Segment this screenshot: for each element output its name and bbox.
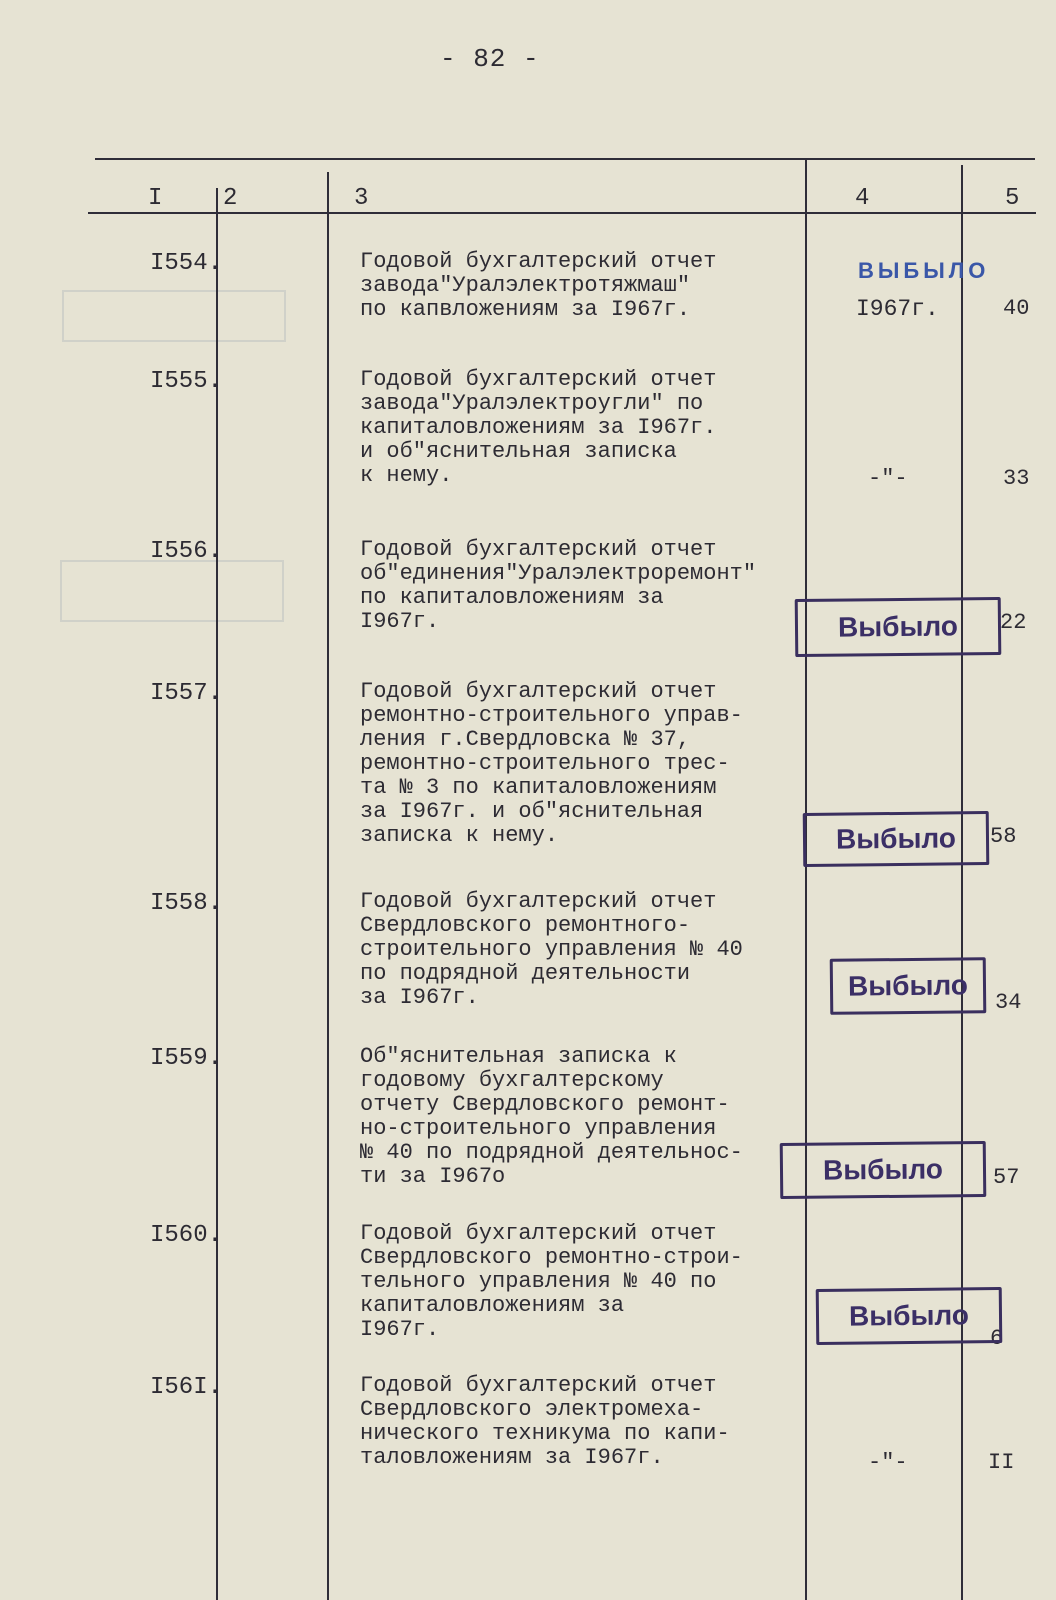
stamp-vybylo: Выбыло — [780, 1141, 987, 1199]
column-header-1: I — [148, 185, 163, 212]
record-description: Годовой бухгалтерский отчет Свердловского ремонтного- строительного управления № 40 по подрядной деятельности за I967г. — [360, 889, 743, 1010]
ditto-mark: -"- — [868, 1450, 908, 1475]
sheet-count: 58 — [990, 824, 1017, 849]
ditto-mark: -"- — [868, 466, 908, 491]
sheet-count: 34 — [995, 990, 1022, 1015]
record-date: I967г. — [856, 296, 939, 322]
column-header-5: 5 — [1005, 185, 1020, 212]
record-number: I558. — [150, 890, 223, 917]
record-description: Годовой бухгалтерский отчет Свердловского электромеха- нического техникума по капи- таловложениям за I967г. — [360, 1373, 730, 1470]
record-number: I557. — [150, 680, 223, 707]
record-description: Годовой бухгалтерский отчет завода"Уралэлектроугли" по капиталовложениям за I967г. и об"яснительная записка к нему. — [360, 367, 717, 488]
column-header-2: 2 — [223, 185, 238, 212]
column-header-3: 3 — [354, 185, 369, 212]
column-divider — [327, 172, 329, 1600]
page-number: - 82 - — [440, 44, 540, 74]
record-description: Об"яснительная записка к годовому бухгалтерскому отчету Свердловского ремонт- но-строительного управления № 40 по подрядной деятельнос- ти за I967о — [360, 1044, 743, 1189]
column-header-4: 4 — [855, 185, 870, 212]
record-description: Годовой бухгалтерский отчет ремонтно-строительного управ- ления г.Свердловска № 37, ремонтно-строительного трес- та № 3 по капиталовложениям за I967г. и об"яснительная записка к нему. — [360, 679, 743, 848]
stamp-vybylo: ВЫБЫЛО — [858, 258, 990, 283]
stamp-vybylo: Выбыло — [816, 1287, 1003, 1345]
sheet-count: 6 — [990, 1326, 1004, 1351]
stamp-vybylo: Выбыло — [795, 597, 1002, 657]
sheet-count: 57 — [993, 1165, 1020, 1190]
header-bottom-rule — [88, 212, 1036, 214]
sheet-count: II — [988, 1450, 1015, 1475]
record-number: I560. — [150, 1222, 223, 1249]
table-top-rule — [95, 158, 1035, 160]
record-number: I554. — [150, 250, 223, 277]
stamp-vybylo: Выбыло — [803, 811, 990, 867]
column-divider — [961, 165, 963, 1600]
sheet-count: 33 — [1003, 466, 1030, 491]
sheet-count: 22 — [1000, 610, 1027, 635]
column-divider — [805, 160, 807, 1600]
record-number: I56I. — [150, 1374, 223, 1401]
record-description: Годовой бухгалтерский отчет об"единения"Уралэлектроремонт" по капиталовложениям за I967г. — [360, 537, 757, 634]
stamp-vybylo: Выбыло — [830, 957, 987, 1015]
record-number: I559. — [150, 1045, 223, 1072]
sheet-count: 40 — [1003, 296, 1030, 321]
bleed-through-stamp — [62, 290, 286, 342]
record-description: Годовой бухгалтерский отчет Свердловского ремонтно-строи- тельного управления № 40 по капиталовложениям за I967г. — [360, 1221, 743, 1342]
bleed-through-stamp — [60, 560, 284, 622]
record-description: Годовой бухгалтерский отчет завода"Уралэлектротяжмаш" по капвложениям за I967г. — [360, 249, 717, 322]
record-number: I556. — [150, 538, 223, 565]
record-number: I555. — [150, 368, 223, 395]
